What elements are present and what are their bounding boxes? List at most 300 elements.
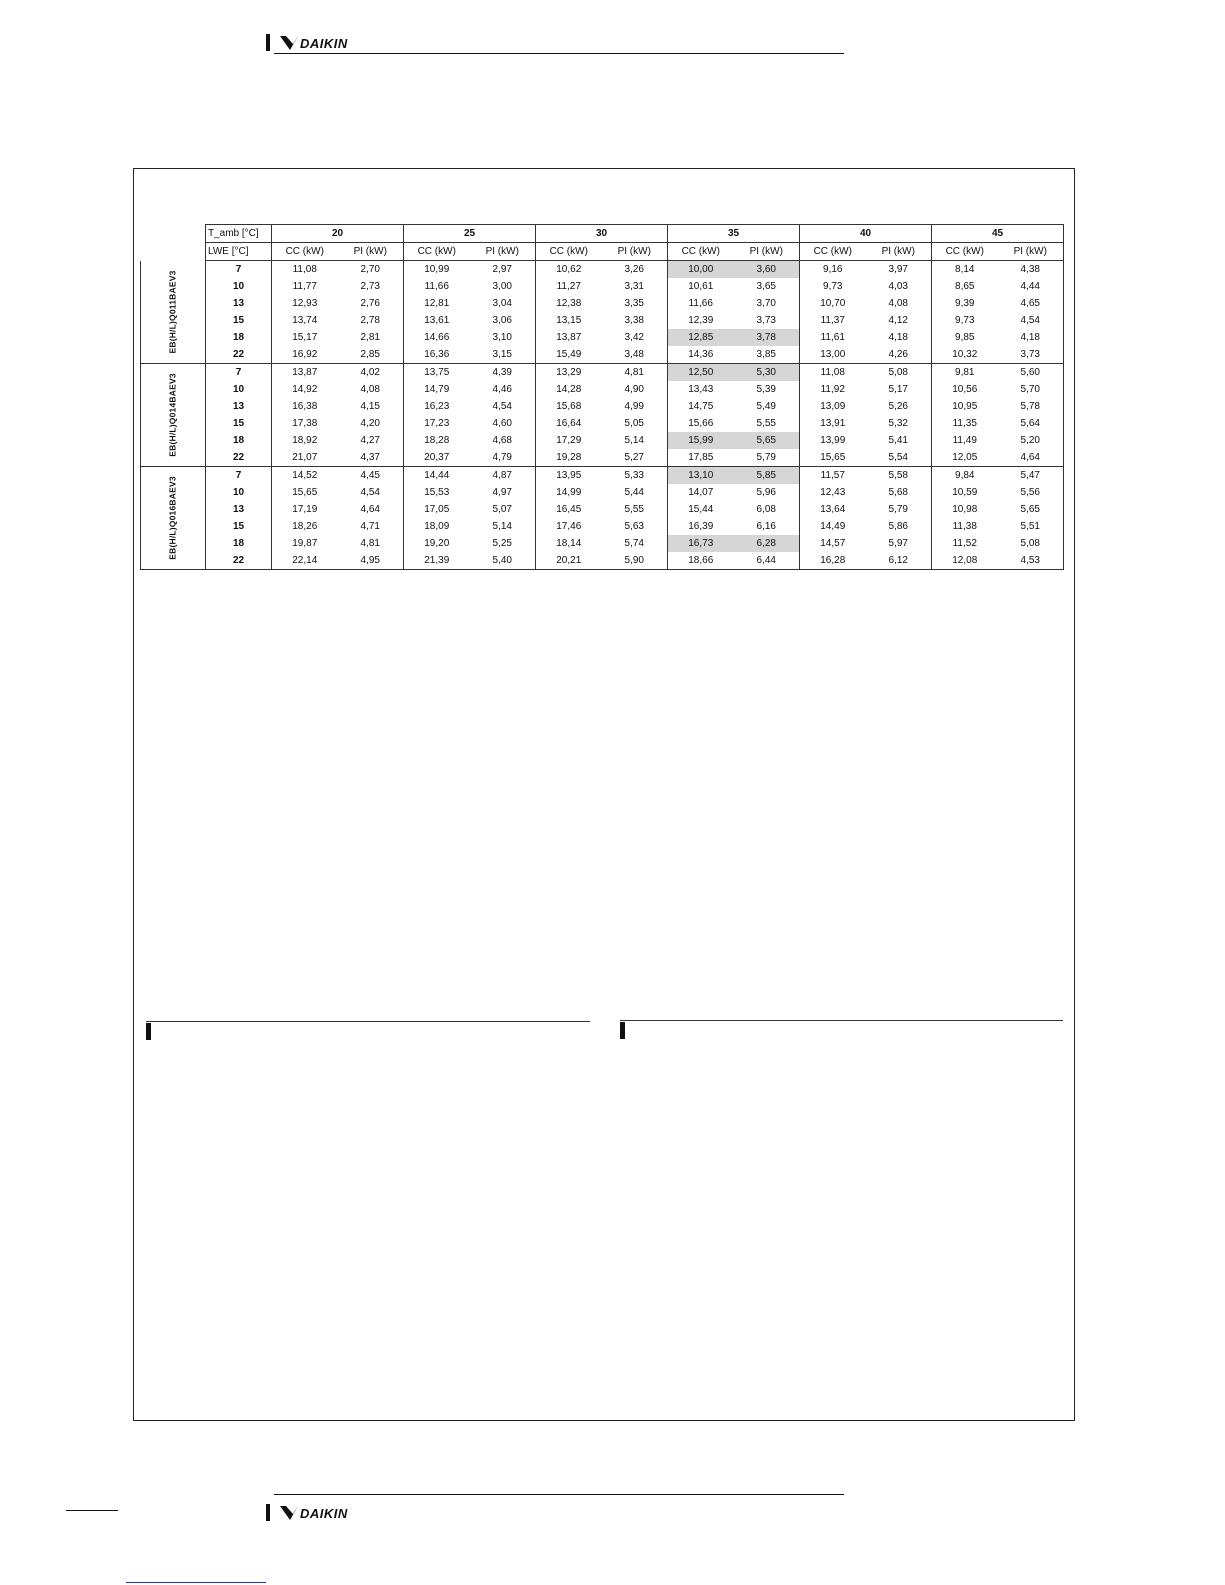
performance-table xyxy=(140,224,1064,570)
section-rule xyxy=(146,1021,590,1022)
table-row xyxy=(141,484,1064,501)
pi-value: 4,18 xyxy=(998,329,1064,346)
daikin-logo-icon xyxy=(280,36,298,50)
cc-value: 13,87 xyxy=(272,364,338,382)
lwe-value: 13 xyxy=(206,295,272,312)
pi-value: 4,37 xyxy=(338,449,404,467)
pi-value: 5,40 xyxy=(470,552,536,570)
lwe-value: 22 xyxy=(206,449,272,467)
cc-value: 11,38 xyxy=(932,518,998,535)
table-row xyxy=(141,312,1064,329)
cc-value: 13,99 xyxy=(800,432,866,449)
cc-value: 10,70 xyxy=(800,295,866,312)
cc-value: 17,29 xyxy=(536,432,602,449)
cc-value: 14,44 xyxy=(404,467,470,485)
pi-value: 3,38 xyxy=(624,315,644,326)
section-header-right xyxy=(620,1020,1063,1040)
lwe-label: LWE [°C] xyxy=(206,243,272,261)
cc-value: 12,43 xyxy=(800,484,866,501)
section-marker xyxy=(146,1023,151,1040)
cc-value: 13,00 xyxy=(800,346,866,364)
cc-value: 13,09 xyxy=(800,398,866,415)
pi-value: 5,55 xyxy=(624,504,644,515)
pi-value: 3,65 xyxy=(756,281,776,292)
pi-value: 5,20 xyxy=(998,432,1064,449)
cc-value: 10,61 xyxy=(668,278,734,295)
cc-value: 14,28 xyxy=(536,381,602,398)
pi-value: 5,70 xyxy=(998,381,1064,398)
cc-value: 16,38 xyxy=(272,398,338,415)
pi-value: 6,08 xyxy=(756,504,776,515)
pi-value: 2,97 xyxy=(492,264,512,275)
pi-value: 4,20 xyxy=(360,418,380,429)
pi-value: 5,17 xyxy=(888,384,908,395)
pi-value: 5,79 xyxy=(734,449,800,467)
cc-value: 13,74 xyxy=(272,312,338,329)
pi-value: 3,04 xyxy=(492,298,512,309)
cc-value: 22,14 xyxy=(272,552,338,570)
table-row xyxy=(141,501,1064,518)
lwe-value: 15 xyxy=(206,312,272,329)
lwe-value: 18 xyxy=(206,535,272,552)
pi-value: 5,44 xyxy=(624,487,644,498)
pi-value: 5,74 xyxy=(624,538,644,549)
cc-value: 18,92 xyxy=(272,432,338,449)
cc-value: 16,23 xyxy=(404,398,470,415)
cc-value: 11,66 xyxy=(404,278,470,295)
pi-value: 5,05 xyxy=(624,418,644,429)
footer-brand-name: DAIKIN xyxy=(300,1505,348,1521)
header-brand-bar xyxy=(266,32,844,56)
cc-value: 11,92 xyxy=(800,381,866,398)
cc-value: 10,00 xyxy=(668,261,734,279)
cc-value: 12,08 xyxy=(932,552,998,570)
cc-value: 17,38 xyxy=(272,415,338,432)
pi-value: 4,39 xyxy=(492,367,512,378)
pi-value: 3,26 xyxy=(624,264,644,275)
model-name: EB(H/L)Q011BAEV3 xyxy=(167,270,178,354)
cc-value: 11,52 xyxy=(932,535,998,552)
table-row xyxy=(141,381,1064,398)
section-header-left xyxy=(146,1021,590,1041)
pi-value: 5,07 xyxy=(492,504,512,515)
pi-value: 5,26 xyxy=(888,401,908,412)
cc-value: 15,49 xyxy=(536,346,602,364)
cc-value: 17,05 xyxy=(404,501,470,518)
cc-value: 10,59 xyxy=(932,484,998,501)
cc-value: 15,17 xyxy=(272,329,338,346)
cc-value: 15,99 xyxy=(668,432,734,449)
lwe-value: 10 xyxy=(206,484,272,501)
cc-value: 14,57 xyxy=(800,535,866,552)
pi-value: 5,65 xyxy=(734,432,800,449)
cc-value: 14,99 xyxy=(536,484,602,501)
pi-value: 3,97 xyxy=(888,264,908,275)
cc-value: 11,08 xyxy=(800,364,866,382)
pi-value: 5,41 xyxy=(888,435,908,446)
cc-value: 13,43 xyxy=(668,381,734,398)
cc-value: 12,85 xyxy=(668,329,734,346)
pi-value: 5,60 xyxy=(998,364,1064,382)
cc-value: 11,37 xyxy=(800,312,866,329)
pi-value: 5,08 xyxy=(998,535,1064,552)
footer-rule xyxy=(274,1494,844,1495)
blank-corner xyxy=(141,243,206,261)
cc-value: 10,99 xyxy=(404,261,470,279)
pi-value: 5,85 xyxy=(734,467,800,485)
cc-value: 11,27 xyxy=(536,278,602,295)
pi-value: 5,30 xyxy=(734,364,800,382)
model-label-cell xyxy=(141,364,206,467)
pi-value: 6,12 xyxy=(866,552,932,570)
cc-value: 10,95 xyxy=(932,398,998,415)
cc-header: CC (kW) xyxy=(536,243,602,261)
pi-value: 3,35 xyxy=(624,298,644,309)
cc-header: CC (kW) xyxy=(932,243,998,261)
pi-value: 4,71 xyxy=(360,521,380,532)
daikin-logo xyxy=(280,32,348,54)
cc-value: 12,81 xyxy=(404,295,470,312)
pi-value: 3,31 xyxy=(624,281,644,292)
model-name: EB(H/L)Q014BAEV3 xyxy=(167,373,178,457)
cc-value: 14,75 xyxy=(668,398,734,415)
pi-value: 5,63 xyxy=(624,521,644,532)
daikin-logo xyxy=(280,1502,348,1524)
cc-value: 12,93 xyxy=(272,295,338,312)
pi-value: 5,56 xyxy=(998,484,1064,501)
table-row xyxy=(141,346,1064,364)
cc-value: 16,73 xyxy=(668,535,734,552)
cc-value: 8,14 xyxy=(932,261,998,279)
pi-value: 5,51 xyxy=(998,518,1064,535)
lwe-value: 7 xyxy=(206,364,272,382)
cc-value: 11,35 xyxy=(932,415,998,432)
cc-value: 13,61 xyxy=(404,312,470,329)
pi-value: 5,39 xyxy=(756,384,776,395)
pi-value: 5,78 xyxy=(998,398,1064,415)
cc-value: 10,62 xyxy=(536,261,602,279)
pi-value: 2,73 xyxy=(360,281,380,292)
cc-value: 11,77 xyxy=(272,278,338,295)
cc-value: 14,52 xyxy=(272,467,338,485)
pi-value: 4,81 xyxy=(360,538,380,549)
cc-value: 18,66 xyxy=(668,552,734,570)
pi-value: 5,32 xyxy=(888,418,908,429)
pi-header: PI (kW) xyxy=(470,243,536,261)
pi-value: 5,97 xyxy=(888,538,908,549)
cc-value: 19,20 xyxy=(404,535,470,552)
ambient-temp-header: 40 xyxy=(800,225,932,243)
ambient-temp-header: 25 xyxy=(404,225,536,243)
pi-value: 2,70 xyxy=(360,264,380,275)
performance-table-body xyxy=(141,261,1064,570)
cc-header: CC (kW) xyxy=(404,243,470,261)
pi-value: 2,85 xyxy=(338,346,404,364)
pi-value: 4,64 xyxy=(998,449,1064,467)
model-label-cell xyxy=(141,467,206,570)
pi-value: 4,45 xyxy=(360,470,380,481)
pi-value: 5,79 xyxy=(888,504,908,515)
cc-value: 14,49 xyxy=(800,518,866,535)
footer-brand-bar xyxy=(266,1502,844,1526)
pi-value: 4,46 xyxy=(492,384,512,395)
cc-value: 20,37 xyxy=(404,449,470,467)
cc-value: 9,16 xyxy=(800,261,866,279)
pi-value: 2,81 xyxy=(360,332,380,343)
cc-value: 11,57 xyxy=(800,467,866,485)
lwe-value: 13 xyxy=(206,501,272,518)
pi-value: 4,65 xyxy=(998,295,1064,312)
pi-value: 3,15 xyxy=(470,346,536,364)
cc-value: 9,73 xyxy=(932,312,998,329)
pi-value: 5,55 xyxy=(756,418,776,429)
cc-value: 15,65 xyxy=(272,484,338,501)
cc-value: 18,09 xyxy=(404,518,470,535)
pi-value: 2,78 xyxy=(360,315,380,326)
pi-value: 2,76 xyxy=(360,298,380,309)
section-rule xyxy=(620,1020,1063,1021)
cc-value: 15,44 xyxy=(668,501,734,518)
pi-value: 4,12 xyxy=(888,315,908,326)
cc-value: 14,36 xyxy=(668,346,734,364)
lwe-value: 10 xyxy=(206,381,272,398)
pi-value: 4,79 xyxy=(470,449,536,467)
pi-value: 4,15 xyxy=(360,401,380,412)
lwe-value: 10 xyxy=(206,278,272,295)
pi-value: 5,58 xyxy=(888,470,908,481)
ambient-temp-header: 30 xyxy=(536,225,668,243)
cc-value: 15,53 xyxy=(404,484,470,501)
table-row xyxy=(141,518,1064,535)
cc-value: 18,26 xyxy=(272,518,338,535)
pi-value: 4,60 xyxy=(492,418,512,429)
pi-value: 5,14 xyxy=(624,435,644,446)
pi-value: 5,86 xyxy=(888,521,908,532)
pi-value: 5,33 xyxy=(624,470,644,481)
table-row xyxy=(141,432,1064,449)
pi-value: 4,68 xyxy=(492,435,512,446)
cc-value: 13,87 xyxy=(536,329,602,346)
unit-header-row xyxy=(141,243,1064,261)
cc-value: 15,68 xyxy=(536,398,602,415)
pi-value: 5,54 xyxy=(866,449,932,467)
cc-value: 14,66 xyxy=(404,329,470,346)
lwe-value: 22 xyxy=(206,346,272,364)
pi-header: PI (kW) xyxy=(602,243,668,261)
cc-value: 11,61 xyxy=(800,329,866,346)
cc-value: 21,39 xyxy=(404,552,470,570)
pi-value: 3,10 xyxy=(492,332,512,343)
pi-header: PI (kW) xyxy=(338,243,404,261)
cc-value: 16,64 xyxy=(536,415,602,432)
pi-value: 4,18 xyxy=(888,332,908,343)
table-row xyxy=(141,364,1064,382)
header-rule xyxy=(274,53,844,54)
cc-value: 15,65 xyxy=(800,449,866,467)
pi-value: 3,00 xyxy=(492,281,512,292)
pi-value: 5,47 xyxy=(998,467,1064,485)
lwe-value: 18 xyxy=(206,329,272,346)
cc-value: 16,92 xyxy=(272,346,338,364)
table-row xyxy=(141,552,1064,570)
cc-header: CC (kW) xyxy=(800,243,866,261)
cc-value: 13,91 xyxy=(800,415,866,432)
cc-value: 16,45 xyxy=(536,501,602,518)
model-label-cell xyxy=(141,261,206,364)
pi-value: 3,73 xyxy=(998,346,1064,364)
cc-value: 14,79 xyxy=(404,381,470,398)
cc-header: CC (kW) xyxy=(668,243,734,261)
cc-value: 13,15 xyxy=(536,312,602,329)
pi-value: 5,25 xyxy=(492,538,512,549)
cc-header: CC (kW) xyxy=(272,243,338,261)
cc-value: 14,92 xyxy=(272,381,338,398)
pi-header: PI (kW) xyxy=(998,243,1064,261)
table-row xyxy=(141,278,1064,295)
cc-value: 19,28 xyxy=(536,449,602,467)
pi-value: 4,03 xyxy=(888,281,908,292)
pi-value: 4,54 xyxy=(360,487,380,498)
pi-value: 5,96 xyxy=(756,487,776,498)
table-row xyxy=(141,415,1064,432)
cc-value: 10,56 xyxy=(932,381,998,398)
pi-value: 4,99 xyxy=(624,401,644,412)
blank-corner xyxy=(141,225,206,243)
cc-value: 21,07 xyxy=(272,449,338,467)
daikin-logo-icon xyxy=(280,1506,298,1520)
pi-value: 6,16 xyxy=(756,521,776,532)
cc-value: 11,08 xyxy=(272,261,338,279)
cc-value: 9,84 xyxy=(932,467,998,485)
ambient-temp-label: T_amb [°C] xyxy=(206,225,272,243)
pi-value: 3,48 xyxy=(602,346,668,364)
pi-value: 4,81 xyxy=(624,367,644,378)
cc-value: 16,39 xyxy=(668,518,734,535)
cc-value: 14,07 xyxy=(668,484,734,501)
cc-value: 9,39 xyxy=(932,295,998,312)
cc-value: 11,49 xyxy=(932,432,998,449)
pi-value: 4,08 xyxy=(888,298,908,309)
cc-value: 17,46 xyxy=(536,518,602,535)
cc-value: 17,23 xyxy=(404,415,470,432)
pi-value: 4,87 xyxy=(492,470,512,481)
cc-value: 13,29 xyxy=(536,364,602,382)
pi-value: 4,90 xyxy=(624,384,644,395)
pi-value: 5,08 xyxy=(888,367,908,378)
header-brand-name: DAIKIN xyxy=(300,35,348,51)
cc-value: 18,28 xyxy=(404,432,470,449)
cc-value: 9,73 xyxy=(800,278,866,295)
pi-value: 5,65 xyxy=(998,501,1064,518)
ambient-temp-header: 45 xyxy=(932,225,1064,243)
model-name: EB(H/L)Q016BAEV3 xyxy=(167,476,178,560)
pi-value: 5,90 xyxy=(602,552,668,570)
pi-value: 3,42 xyxy=(624,332,644,343)
lwe-value: 15 xyxy=(206,415,272,432)
ambient-header-row xyxy=(141,225,1064,243)
cc-value: 12,05 xyxy=(932,449,998,467)
footer-page-rule xyxy=(66,1510,118,1511)
ambient-temp-header: 20 xyxy=(272,225,404,243)
cc-value: 12,38 xyxy=(536,295,602,312)
cc-value: 20,21 xyxy=(536,552,602,570)
cc-value: 13,95 xyxy=(536,467,602,485)
pi-value: 6,28 xyxy=(734,535,800,552)
header-marker xyxy=(266,34,270,51)
table-row xyxy=(141,329,1064,346)
cc-value: 15,66 xyxy=(668,415,734,432)
table-row xyxy=(141,449,1064,467)
pi-value: 4,95 xyxy=(338,552,404,570)
pi-value: 4,64 xyxy=(360,504,380,515)
lwe-value: 7 xyxy=(206,467,272,485)
cc-value: 10,32 xyxy=(932,346,998,364)
pi-value: 4,02 xyxy=(360,367,380,378)
lwe-value: 22 xyxy=(206,552,272,570)
pi-value: 5,49 xyxy=(756,401,776,412)
cc-value: 13,75 xyxy=(404,364,470,382)
cc-value: 17,19 xyxy=(272,501,338,518)
cc-value: 16,36 xyxy=(404,346,470,364)
pi-value: 3,60 xyxy=(734,261,800,279)
cc-value: 18,14 xyxy=(536,535,602,552)
footer-marker xyxy=(266,1504,270,1521)
cc-value: 13,64 xyxy=(800,501,866,518)
cc-value: 11,66 xyxy=(668,295,734,312)
cc-value: 9,81 xyxy=(932,364,998,382)
pi-value: 4,27 xyxy=(360,435,380,446)
cc-value: 12,39 xyxy=(668,312,734,329)
ambient-temp-header: 35 xyxy=(668,225,800,243)
pi-value: 5,14 xyxy=(492,521,512,532)
pi-value: 6,44 xyxy=(734,552,800,570)
pi-value: 3,73 xyxy=(756,315,776,326)
table-row xyxy=(141,261,1064,279)
lwe-value: 15 xyxy=(206,518,272,535)
pi-value: 5,64 xyxy=(998,415,1064,432)
cc-value: 17,85 xyxy=(668,449,734,467)
pi-header: PI (kW) xyxy=(734,243,800,261)
lwe-value: 7 xyxy=(206,261,272,279)
cc-value: 10,98 xyxy=(932,501,998,518)
section-marker xyxy=(620,1022,625,1039)
table-row xyxy=(141,295,1064,312)
pi-value: 4,44 xyxy=(998,278,1064,295)
pi-value: 3,85 xyxy=(734,346,800,364)
pi-value: 3,78 xyxy=(734,329,800,346)
cc-value: 13,10 xyxy=(668,467,734,485)
pi-value: 4,53 xyxy=(998,552,1064,570)
cc-value: 12,50 xyxy=(668,364,734,382)
pi-value: 4,38 xyxy=(998,261,1064,279)
pi-value: 3,70 xyxy=(756,298,776,309)
cc-value: 16,28 xyxy=(800,552,866,570)
pi-value: 4,54 xyxy=(998,312,1064,329)
cc-value: 9,85 xyxy=(932,329,998,346)
table-row xyxy=(141,467,1064,485)
cc-value: 8,65 xyxy=(932,278,998,295)
pi-header: PI (kW) xyxy=(866,243,932,261)
pi-value: 5,68 xyxy=(888,487,908,498)
pi-value: 4,08 xyxy=(360,384,380,395)
pi-value: 3,06 xyxy=(492,315,512,326)
table-row xyxy=(141,535,1064,552)
lwe-value: 18 xyxy=(206,432,272,449)
pi-value: 4,97 xyxy=(492,487,512,498)
pi-value: 4,54 xyxy=(492,401,512,412)
table-row xyxy=(141,398,1064,415)
link-underline[interactable] xyxy=(126,1582,266,1583)
